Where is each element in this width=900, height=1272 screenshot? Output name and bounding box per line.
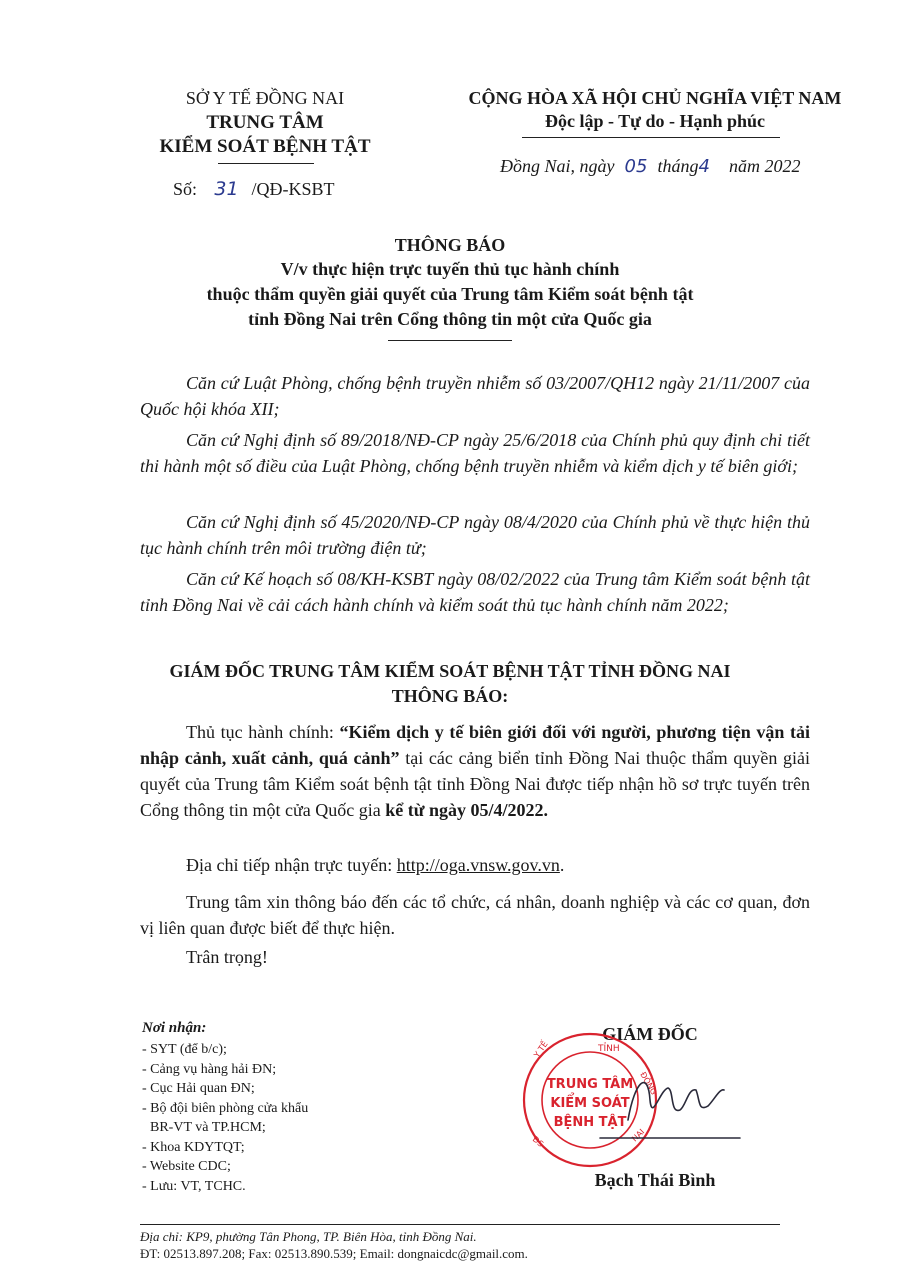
signer-name: Bạch Thái Bình bbox=[594, 1170, 716, 1190]
document-date bbox=[500, 156, 801, 177]
recipient-item: - SYT (để b/c); bbox=[142, 1042, 227, 1057]
date-year: năm 2022 bbox=[729, 156, 801, 176]
recipient-item: BR-VT và TP.HCM; bbox=[150, 1120, 266, 1135]
recipients-label: Nơi nhận: bbox=[142, 1020, 207, 1036]
recipient-item: - Cục Hải quan ĐN; bbox=[142, 1081, 255, 1096]
legal-basis-2: Căn cứ Nghị định số 89/2018/NĐ-CP ngày 25/6/2018 của Chính phủ quy định chi tiết thi hành một số điều của Luật Phòng, chống bệnh truyền nhiễm và kiểm dịch y tế biên giới; bbox=[140, 430, 810, 476]
date-month: 4 bbox=[698, 156, 710, 177]
legal-basis-1: Căn cứ Luật Phòng, chống bệnh truyền nhiễm số 03/2007/QH12 ngày 21/11/2007 của Quốc hội khóa XII; bbox=[140, 373, 810, 419]
document-title: THÔNG BÁO bbox=[394, 235, 506, 255]
national-motto: Độc lập - Tự do - Hạnh phúc bbox=[544, 111, 766, 131]
motto-underline bbox=[522, 137, 780, 138]
official-stamp-and-signature bbox=[510, 1030, 750, 1170]
recipient-item: - Lưu: VT, TCHC. bbox=[142, 1178, 246, 1194]
country-name: CỘNG HÒA XÃ HỘI CHỦ NGHĨA VIỆT NAM bbox=[468, 88, 842, 108]
director-heading: GIÁM ĐỐC TRUNG TÂM KIỂM SOÁT BỆNH TẬT TỈNH ĐỒNG NAI bbox=[169, 661, 731, 681]
stamp-text-line2: KIỂM SOÁT bbox=[550, 1096, 630, 1111]
agency-parent: SỞ Y TẾ ĐỒNG NAI bbox=[185, 88, 345, 108]
recipient-item: - Khoa KDYTQT; bbox=[142, 1139, 245, 1155]
legal-basis-3: Căn cứ Nghị định số 45/2020/NĐ-CP ngày 08/4/2020 của Chính phủ về thực hiện thủ tục hành chính trên môi trường điện tử; bbox=[140, 512, 810, 558]
footer-address: Địa chỉ: KP9, phường Tân Phong, TP. Biên Hòa, tỉnh Đồng Nai. bbox=[140, 1229, 477, 1244]
p1-intro: Thủ tục hành chính: bbox=[186, 722, 340, 742]
agency-name-line1: TRUNG TÂM bbox=[206, 112, 324, 133]
stamp-ring-top: TỈNH bbox=[598, 1044, 620, 1054]
number-suffix: /QĐ-KSBT bbox=[251, 179, 335, 199]
date-month-label: tháng bbox=[657, 156, 699, 176]
title-subject-line2: thuộc thẩm quyền giải quyết của Trung tâm Kiểm soát bệnh tật bbox=[206, 284, 694, 304]
recipient-item: - Cảng vụ hàng hải ĐN; bbox=[142, 1061, 277, 1077]
online-address-link[interactable]: http://oga.vnsw.gov.vn bbox=[396, 855, 560, 875]
agency-name-line2: KIỂM SOÁT BỆNH TẬT bbox=[159, 136, 371, 157]
stamp-ring-left: Y TẾ bbox=[532, 1039, 550, 1060]
regards: Trân trọng! bbox=[186, 947, 268, 967]
signer-title: GIÁM ĐỐC bbox=[602, 1024, 698, 1044]
legal-basis-4: Căn cứ Kế hoạch số 08/KH-KSBT ngày 08/02/2022 của Trung tâm Kiểm soát bệnh tật tỉnh Đồng Nai về cải cách hành chính và kiểm soát thủ tục hành chính năm 2022; bbox=[140, 569, 810, 615]
title-underline bbox=[388, 340, 512, 341]
effective-date: kể từ ngày 05/4/2022. bbox=[385, 800, 549, 820]
closing-paragraph: Trung tâm xin thông báo đến các tổ chức, cá nhân, doanh nghiệp và các cơ quan, đơn vị liên quan được biết để thực hiện. bbox=[140, 892, 810, 938]
number-prefix: Số: bbox=[173, 179, 198, 199]
footer-contact: ĐT: 02513.897.208; Fax: 02513.890.539; Email: dongnaicdc@gmail.com. bbox=[140, 1246, 528, 1261]
p1-middle: tại các cảng biển tỉnh Đồng Nai thuộc thẩm quyền giải quyết của Trung tâm Kiểm soát bệnh tật tỉnh Đồng Nai được tiếp nhận hồ sơ trực tuyến trên Cổng thông tin một cửa Quốc gia bbox=[140, 748, 810, 820]
recipients-list bbox=[142, 1040, 308, 1196]
number-handwritten: 31 bbox=[214, 178, 239, 200]
agency-underline bbox=[218, 163, 314, 164]
procedure-name: “Kiểm dịch y tế biên giới đối với người, phương tiện vận tải nhập cảnh, xuất cảnh, quá cảnh” bbox=[140, 722, 810, 768]
stamp-ring-bottom: ĐS bbox=[530, 1134, 546, 1149]
online-address-label: Địa chỉ tiếp nhận trực tuyến: bbox=[186, 855, 397, 875]
footer-divider bbox=[140, 1224, 780, 1225]
document-number bbox=[173, 178, 335, 200]
recipient-item: - Website CDC; bbox=[142, 1159, 231, 1174]
stamp-ring-br: NAI bbox=[630, 1127, 647, 1144]
title-subject-line1: V/v thực hiện trực tuyến thủ tục hành chính bbox=[280, 259, 620, 279]
date-prefix: Đồng Nai, ngày bbox=[500, 156, 615, 176]
title-subject-line3: tỉnh Đồng Nai trên Cổng thông tin một cửa Quốc gia bbox=[248, 309, 652, 329]
stamp-text-line3: BỆNH TẬT bbox=[553, 1115, 627, 1130]
stamp-text-line1: TRUNG TÂM bbox=[546, 1077, 634, 1092]
stamp-ring-right: ĐỒNG bbox=[638, 1070, 659, 1097]
recipient-item: - Bộ đội biên phòng cửa khẩu bbox=[142, 1100, 309, 1116]
online-address-end: . bbox=[559, 855, 565, 875]
announce-heading: THÔNG BÁO: bbox=[391, 686, 509, 706]
online-address-line bbox=[186, 855, 564, 876]
date-day: 05 bbox=[624, 156, 648, 177]
announcement-paragraph bbox=[140, 719, 810, 823]
